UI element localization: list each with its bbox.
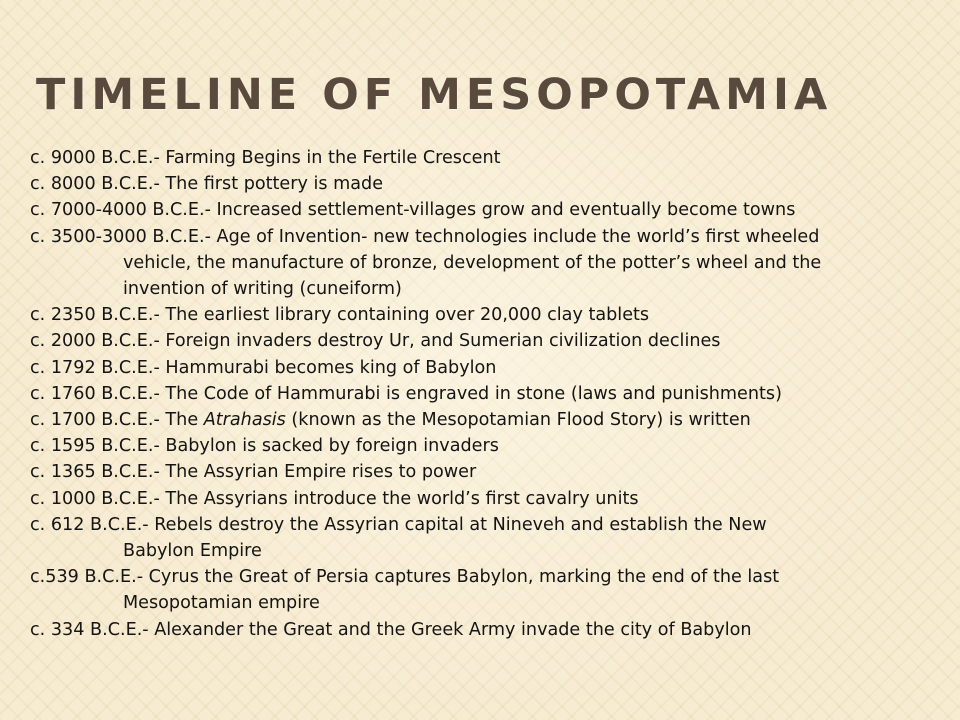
timeline-entry-text: c. 1000 B.C.E.- The Assyrians introduce the world’s first cavalry units — [30, 488, 639, 509]
timeline-entry-text: c. 612 B.C.E.- Rebels destroy the Assyrian capital at Nineveh and establish the New — [30, 514, 767, 535]
timeline-entry — [30, 355, 940, 381]
timeline-entry-text: c. 8000 B.C.E.- The first pottery is made — [30, 174, 384, 195]
timeline-entry — [30, 224, 940, 303]
timeline-entry-text — [30, 407, 940, 433]
timeline-entry — [30, 328, 940, 354]
timeline-entry-prefix: c. 1700 B.C.E.- The — [30, 410, 204, 431]
slide-title: TIMELINE OF MESOPOTAMIA — [36, 70, 833, 120]
timeline-entry — [30, 564, 940, 616]
timeline-entry-text: c. 334 B.C.E.- Alexander the Great and the Greek Army invade the city of Babylon — [30, 619, 752, 640]
timeline-entry-continuation: Babylon Empire — [123, 541, 262, 562]
timeline-entry — [30, 302, 940, 328]
timeline-entry-text: c.539 B.C.E.- Cyrus the Great of Persia captures Babylon, marking the end of the last — [30, 567, 780, 588]
timeline-entry — [30, 145, 940, 171]
timeline-entry-text: c. 1365 B.C.E.- The Assyrian Empire rises to power — [30, 462, 477, 483]
timeline-entry-text: c. 2000 B.C.E.- Foreign invaders destroy Ur, and Sumerian civilization declines — [30, 331, 721, 352]
timeline-entry — [30, 433, 940, 459]
atrahasis-title: Atrahasis — [203, 410, 286, 431]
timeline-entry-continuation: vehicle, the manufacture of bronze, development of the potter’s wheel and the — [123, 252, 822, 273]
timeline-entry — [30, 486, 940, 512]
timeline-entry — [30, 197, 940, 223]
timeline-entry — [30, 512, 940, 564]
timeline-entry-text: c. 1792 B.C.E.- Hammurabi becomes king of Babylon — [30, 357, 497, 378]
timeline-entry-text: c. 7000-4000 B.C.E.- Increased settlement-villages grow and eventually become towns — [30, 200, 796, 221]
timeline-entry — [30, 381, 940, 407]
timeline-entry — [30, 459, 940, 485]
timeline-list — [30, 145, 940, 643]
timeline-entry — [30, 407, 940, 433]
timeline-entry-continuation: Mesopotamian empire — [123, 593, 320, 614]
timeline-entry-text: c. 9000 B.C.E.- Farming Begins in the Fertile Crescent — [30, 148, 501, 168]
timeline-entry-text: c. 3500-3000 B.C.E.- Age of Invention- new technologies include the world’s first wheeled — [30, 226, 820, 247]
timeline-entry-text: c. 2350 B.C.E.- The earliest library containing over 20,000 clay tablets — [30, 305, 650, 326]
timeline-entry-suffix: (known as the Mesopotamian Flood Story) is written — [285, 410, 751, 431]
timeline-entry — [30, 171, 940, 197]
timeline-entry-continuation: invention of writing (cuneiform) — [123, 279, 402, 300]
timeline-entry — [30, 617, 940, 643]
timeline-entry-text: c. 1595 B.C.E.- Babylon is sacked by foreign invaders — [30, 436, 499, 457]
timeline-entry-text: c. 1760 B.C.E.- The Code of Hammurabi is engraved in stone (laws and punishments) — [30, 383, 782, 404]
